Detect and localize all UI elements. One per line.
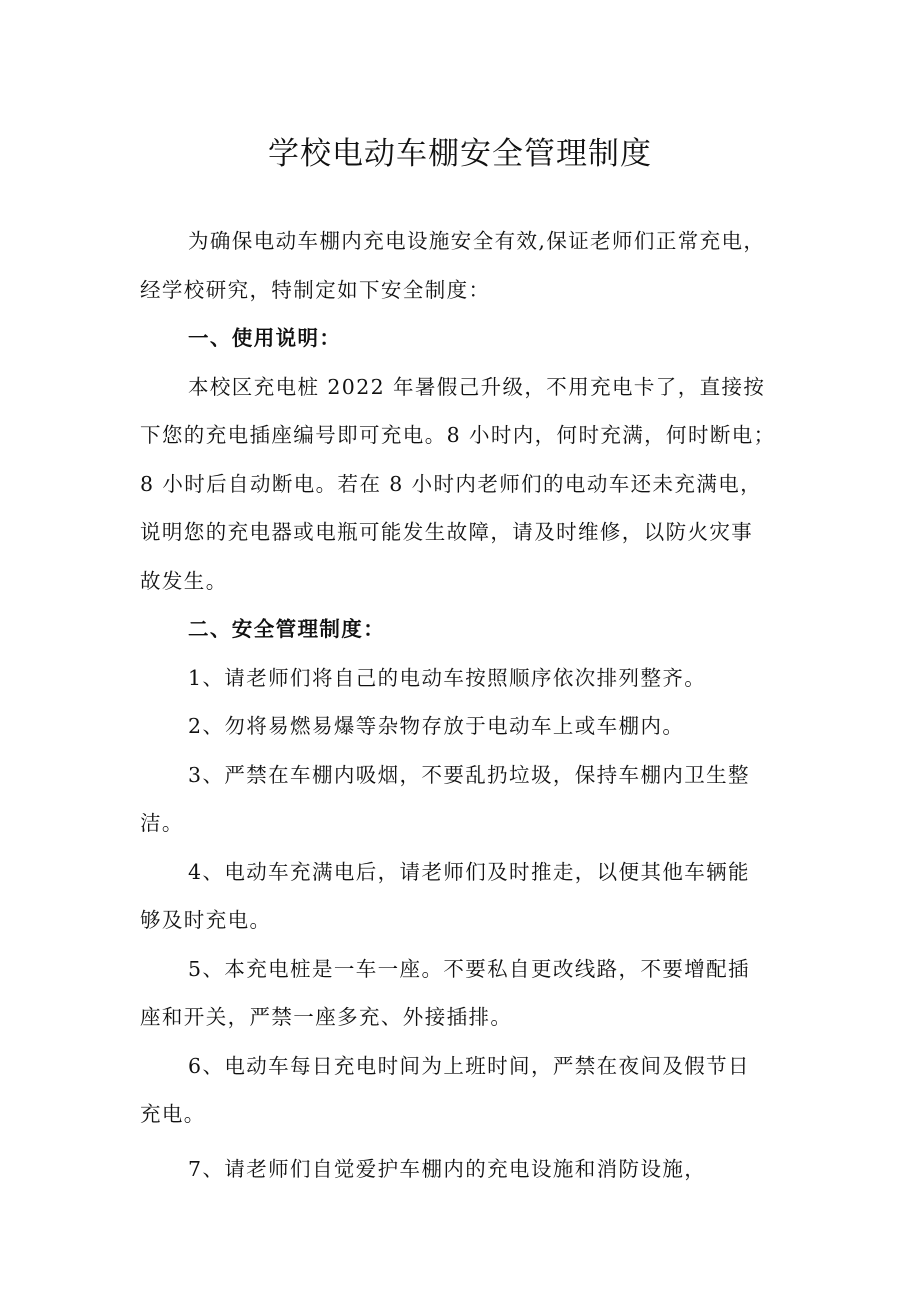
rule-4-line-2: 够及时充电。 (140, 908, 272, 932)
section-2-heading: 二、安全管理制度： (188, 617, 386, 641)
section-1-heading: 一、使用说明： (188, 326, 342, 350)
intro-line-2: 经学校研究，特制定如下安全制度： (140, 277, 491, 302)
rule-3-line-1: 3、严禁在车棚内吸烟，不要乱扔垃圾，保持车棚内卫生整 (188, 762, 750, 787)
rule-6-line-2: 充电。 (140, 1102, 206, 1126)
rule-3-line-2: 洁。 (140, 811, 184, 835)
section-1 (140, 314, 785, 605)
section-1-line-1: 本校区充电桩 2022 年暑假己升级，不用充电卡了，直接按 (188, 374, 766, 399)
section-1-line-3: 8 小时后自动断电。若在 8 小时内老师们的电动车还未充满电， (140, 471, 763, 496)
document-title: 学校电动车棚安全管理制度 (268, 136, 652, 172)
rule-5-line-1: 5、本充电桩是一车一座。不要私自更改线路，不要增配插 (188, 956, 750, 981)
intro-line-1: 为确保电动车棚内充电设施安全有效,保证老师们正常充电， (188, 229, 766, 253)
rule-1: 1、请老师们将自己的电动车按照顺序依次排列整齐。 (188, 665, 707, 690)
section-1-line-2: 下您的充电插座编号即可充电。8 小时内，何时充满，何时断电； (140, 423, 776, 447)
rule-6-line-1: 6、电动车每日充电时间为上班时间，严禁在夜间及假节日 (188, 1053, 750, 1078)
intro-paragraph (140, 217, 785, 314)
rule-4-line-1: 4、电动车充满电后，请老师们及时推走，以便其他车辆能 (188, 859, 750, 884)
section-1-line-4: 说明您的充电器或电瓶可能发生故障，请及时维修，以防火灾事 (140, 520, 754, 544)
rule-7-line-1: 7、请老师们自觉爱护车棚内的充电设施和消防设施， (188, 1156, 707, 1181)
rule-5-line-2: 座和开关，严禁一座多充、外接插排。 (140, 1005, 513, 1029)
section-1-line-5: 故发生。 (140, 568, 228, 593)
rule-2: 2、勿将易燃易爆等杂物存放于电动车上或车棚内。 (188, 714, 685, 738)
section-2 (140, 605, 785, 1193)
